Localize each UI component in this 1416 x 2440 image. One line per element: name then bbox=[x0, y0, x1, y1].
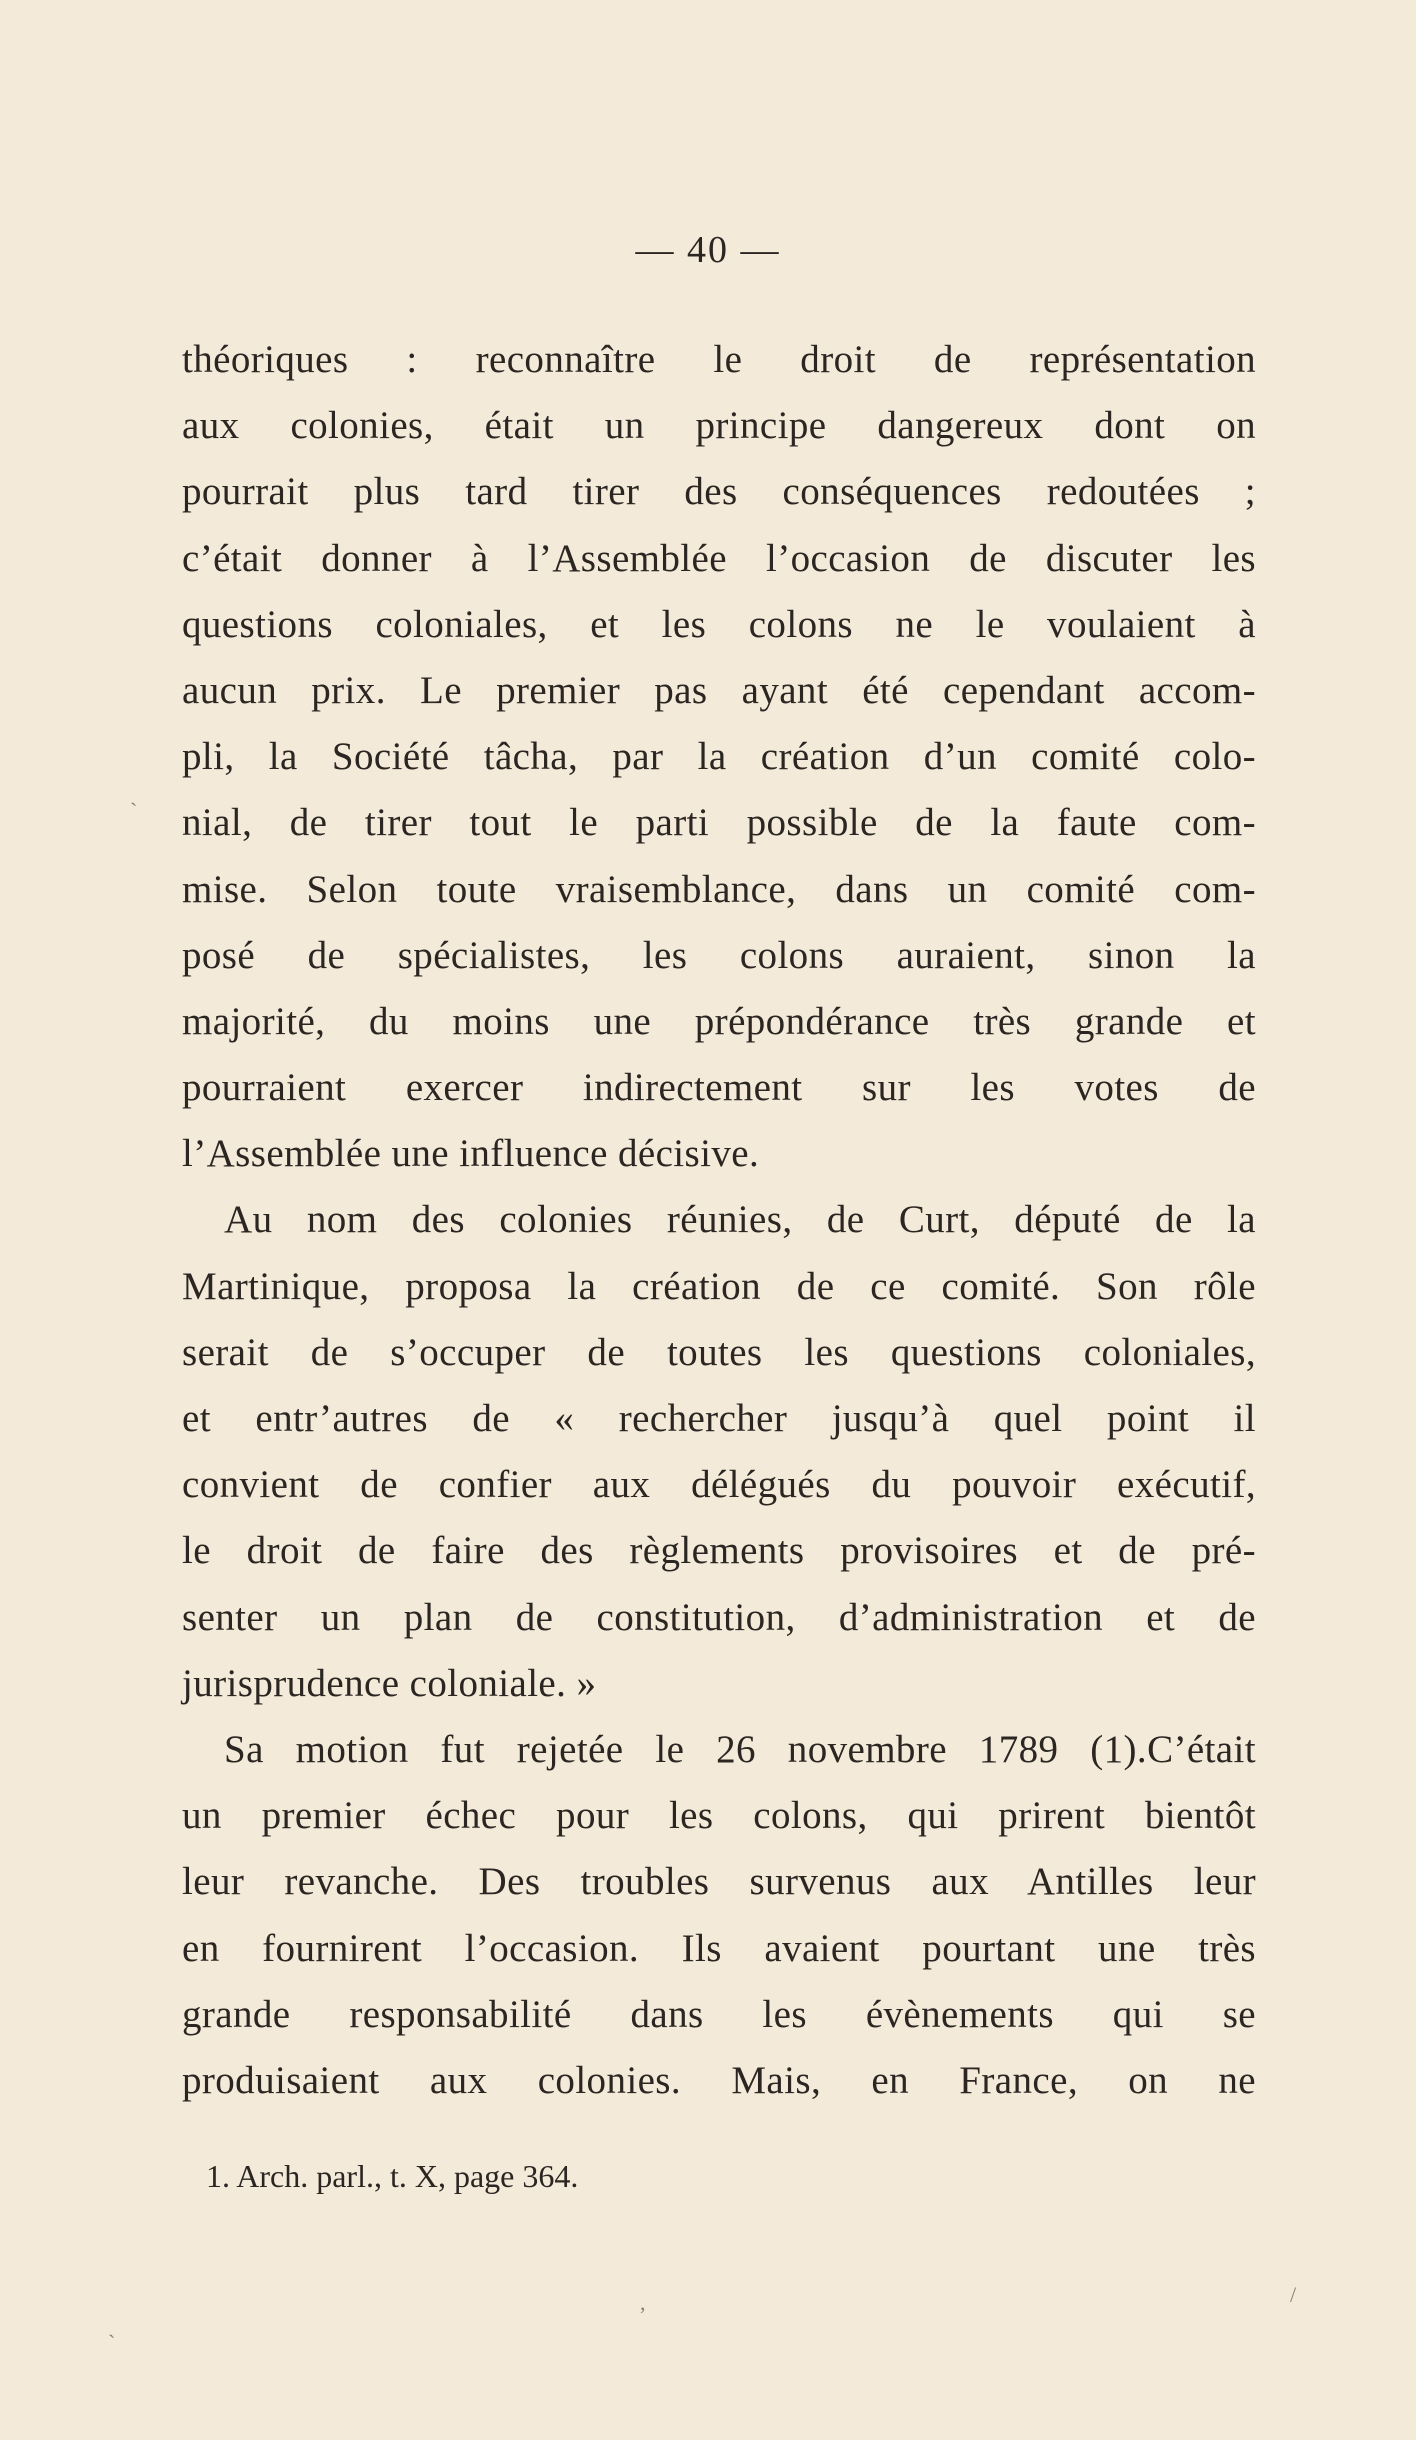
text-line: aux colonies, était un principe dangereux dont on bbox=[182, 404, 1256, 448]
text-line: et entr’autres de « rechercher jusqu’à quel point il bbox=[182, 1397, 1256, 1440]
paper-speck: ` bbox=[130, 798, 138, 823]
text-line: théoriques : reconnaître le droit de représentation bbox=[182, 338, 1256, 381]
page-number: — 40 — bbox=[635, 229, 781, 271]
text-line: leur revanche. Des troubles survenus aux Antilles leur bbox=[182, 1860, 1256, 1904]
text-line: posé de spécialistes, les colons auraient, sinon la bbox=[182, 933, 1256, 977]
text-line: Martinique, proposa la création de ce comité. Son rôle bbox=[182, 1264, 1256, 1308]
body-text bbox=[182, 327, 1256, 2114]
text-line: pourraient exercer indirectement sur les votes de bbox=[182, 1066, 1256, 1110]
text-line: serait de s’occuper de toutes les questions coloniales, bbox=[182, 1330, 1256, 1374]
text-line: un premier échec pour les colons, qui prirent bientôt bbox=[182, 1794, 1256, 1838]
paper-speck: / bbox=[1290, 2282, 1297, 2307]
text-line: Au nom des colonies réunies, de Curt, député de la bbox=[224, 1198, 1256, 1242]
text-line: jurisprudence coloniale. » bbox=[182, 1661, 597, 1705]
paper-speck: ` bbox=[108, 2330, 116, 2355]
text-line: c’était donner à l’Assemblée l’occasion de discuter les bbox=[182, 536, 1256, 580]
text-line: produisaient aux colonies. Mais, en France, on ne bbox=[182, 2058, 1256, 2102]
text-line: senter un plan de constitution, d’administration et de bbox=[182, 1595, 1256, 1639]
text-line: en fournirent l’occasion. Ils avaient pourtant une très bbox=[182, 1926, 1256, 1970]
text-line: pli, la Société tâcha, par la création d’un comité colo- bbox=[182, 735, 1256, 779]
text-line: le droit de faire des règlements provisoires et de pré- bbox=[182, 1529, 1256, 1573]
text-line: Sa motion fut rejetée le 26 novembre 1789 (1).C’était bbox=[224, 1727, 1256, 1771]
text-line: questions coloniales, et les colons ne le voulaient à bbox=[182, 602, 1256, 646]
text-line: nial, de tirer tout le parti possible de la faute com- bbox=[182, 801, 1256, 845]
paper-speck: , bbox=[640, 2290, 646, 2315]
text-line: majorité, du moins une prépondérance très grande et bbox=[182, 999, 1256, 1043]
footnote: 1. Arch. parl., t. X, page 364. bbox=[206, 2158, 579, 2194]
text-line: grande responsabilité dans les évènements qui se bbox=[182, 1992, 1256, 2036]
text-line: pourrait plus tard tirer des conséquences redoutées ; bbox=[182, 470, 1256, 514]
text-line: mise. Selon toute vraisemblance, dans un comité com- bbox=[182, 867, 1256, 911]
text-line: aucun prix. Le premier pas ayant été cependant accom- bbox=[182, 668, 1256, 712]
text-line: convient de confier aux délégués du pouvoir exécutif, bbox=[182, 1463, 1256, 1507]
text-line: l’Assemblée une influence décisive. bbox=[182, 1132, 760, 1176]
